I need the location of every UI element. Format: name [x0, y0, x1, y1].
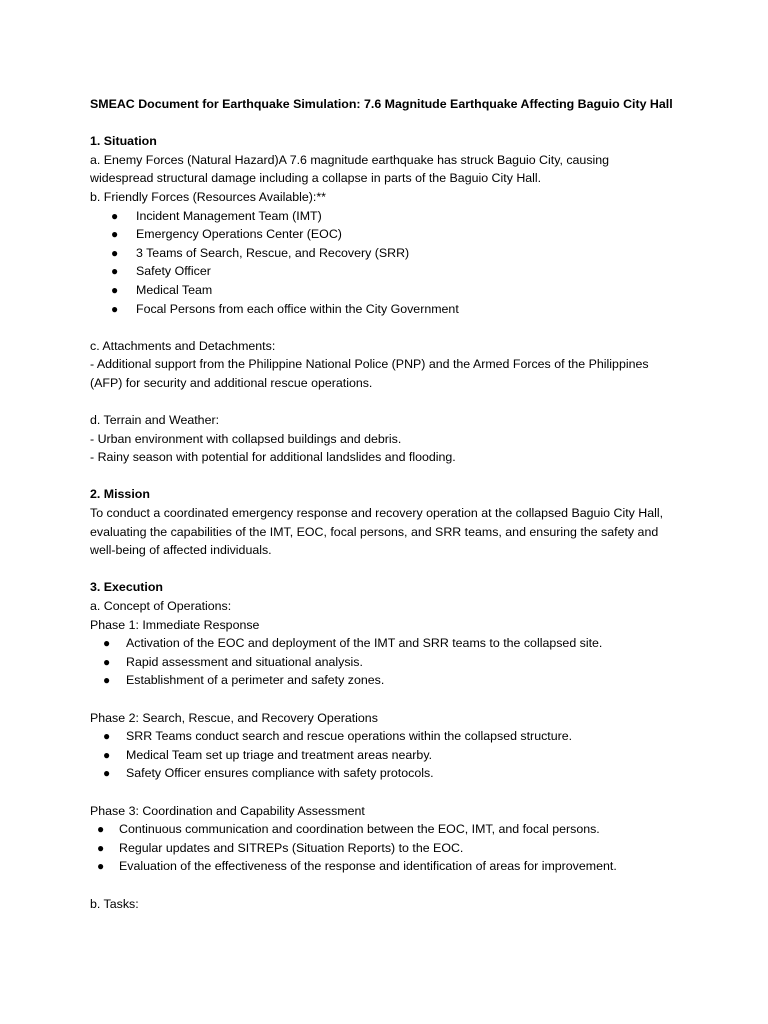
bullet-icon: ●: [103, 766, 111, 781]
bullet-icon: ●: [111, 282, 119, 297]
bullet-icon: ●: [97, 840, 105, 855]
list-item: ● Regular updates and SITREPs (Situation Reports) to the EOC.: [90, 839, 700, 858]
phase1-list: [90, 634, 700, 690]
paragraph-line: widespread structural damage including a collapse in parts of the Baguio City Hall.: [90, 171, 542, 186]
list-item: ● Incident Management Team (IMT): [90, 207, 700, 226]
paragraph-line: (AFP) for security and additional rescue operations.: [90, 375, 373, 390]
bullet-icon: ●: [111, 208, 119, 223]
section-heading-execution: 3. Execution: [90, 580, 163, 595]
phase2-list: [90, 727, 700, 783]
bullet-icon: ●: [103, 729, 111, 744]
paragraph-line: a. Enemy Forces (Natural Hazard)A 7.6 magnitude earthquake has struck Baguio City, causing: [90, 152, 610, 167]
bullet-icon: ●: [111, 264, 119, 279]
subheading-attachments: c. Attachments and Detachments:: [90, 338, 276, 353]
list-item: ● Establishment of a perimeter and safety zones.: [90, 671, 700, 690]
list-item: ● Medical Team: [90, 281, 700, 300]
phase-title: Phase 3: Coordination and Capability Assessment: [90, 803, 365, 818]
list-item: ● Evaluation of the effectiveness of the response and identification of areas for improvement.: [90, 857, 700, 876]
bullet-icon: ●: [103, 747, 111, 762]
bullet-icon: ●: [97, 822, 105, 837]
phase3-list: [90, 820, 700, 876]
bullet-icon: ●: [111, 301, 119, 316]
bullet-icon: ●: [97, 859, 105, 874]
list-item: ● Continuous communication and coordination between the EOC, IMT, and focal persons.: [90, 820, 700, 839]
paragraph-line: - Rainy season with potential for additional landslides and flooding.: [90, 450, 456, 465]
phase-title: Phase 1: Immediate Response: [90, 617, 260, 632]
list-item: ● Safety Officer ensures compliance with safety protocols.: [90, 764, 700, 783]
bullet-icon: ●: [111, 245, 119, 260]
section-heading-mission: 2. Mission: [90, 487, 150, 502]
bullet-icon: ●: [103, 673, 111, 688]
subheading-tasks: b. Tasks:: [90, 896, 139, 911]
friendly-forces-list: [90, 207, 700, 319]
subheading-friendly-forces: b. Friendly Forces (Resources Available):**: [90, 189, 326, 204]
paragraph-line: well-being of affected individuals.: [90, 543, 272, 558]
list-item: ● Focal Persons from each office within the City Government: [90, 300, 700, 319]
phase-title: Phase 2: Search, Rescue, and Recovery Operations: [90, 710, 378, 725]
paragraph-line: To conduct a coordinated emergency response and recovery operation at the collapsed Baguio City Hall,: [90, 506, 664, 521]
section-heading-situation: 1. Situation: [90, 134, 157, 149]
paragraph-line: evaluating the capabilities of the IMT, EOC, focal persons, and SRR teams, and ensuring the safety and: [90, 524, 659, 539]
subheading-concept: a. Concept of Operations:: [90, 599, 232, 614]
bullet-icon: ●: [103, 636, 111, 651]
list-item: ● 3 Teams of Search, Rescue, and Recovery (SRR): [90, 244, 700, 263]
paragraph-line: - Urban environment with collapsed buildings and debris.: [90, 431, 402, 446]
list-item: ● Medical Team set up triage and treatment areas nearby.: [90, 746, 700, 765]
list-item: ● SRR Teams conduct search and rescue operations within the collapsed structure.: [90, 727, 700, 746]
subheading-terrain: d. Terrain and Weather:: [90, 413, 220, 428]
list-item: ● Emergency Operations Center (EOC): [90, 225, 700, 244]
bullet-icon: ●: [111, 227, 119, 242]
list-item: ● Rapid assessment and situational analysis.: [90, 653, 700, 672]
paragraph-line: - Additional support from the Philippine National Police (PNP) and the Armed Forces of the Philippines: [90, 357, 649, 372]
list-item: ● Activation of the EOC and deployment of the IMT and SRR teams to the collapsed site.: [90, 634, 700, 653]
list-item: ● Safety Officer: [90, 262, 700, 281]
document-title: SMEAC Document for Earthquake Simulation: 7.6 Magnitude Earthquake Affecting Baguio City Hall: [90, 97, 673, 111]
document-body: [90, 95, 700, 913]
bullet-icon: ●: [103, 654, 111, 669]
